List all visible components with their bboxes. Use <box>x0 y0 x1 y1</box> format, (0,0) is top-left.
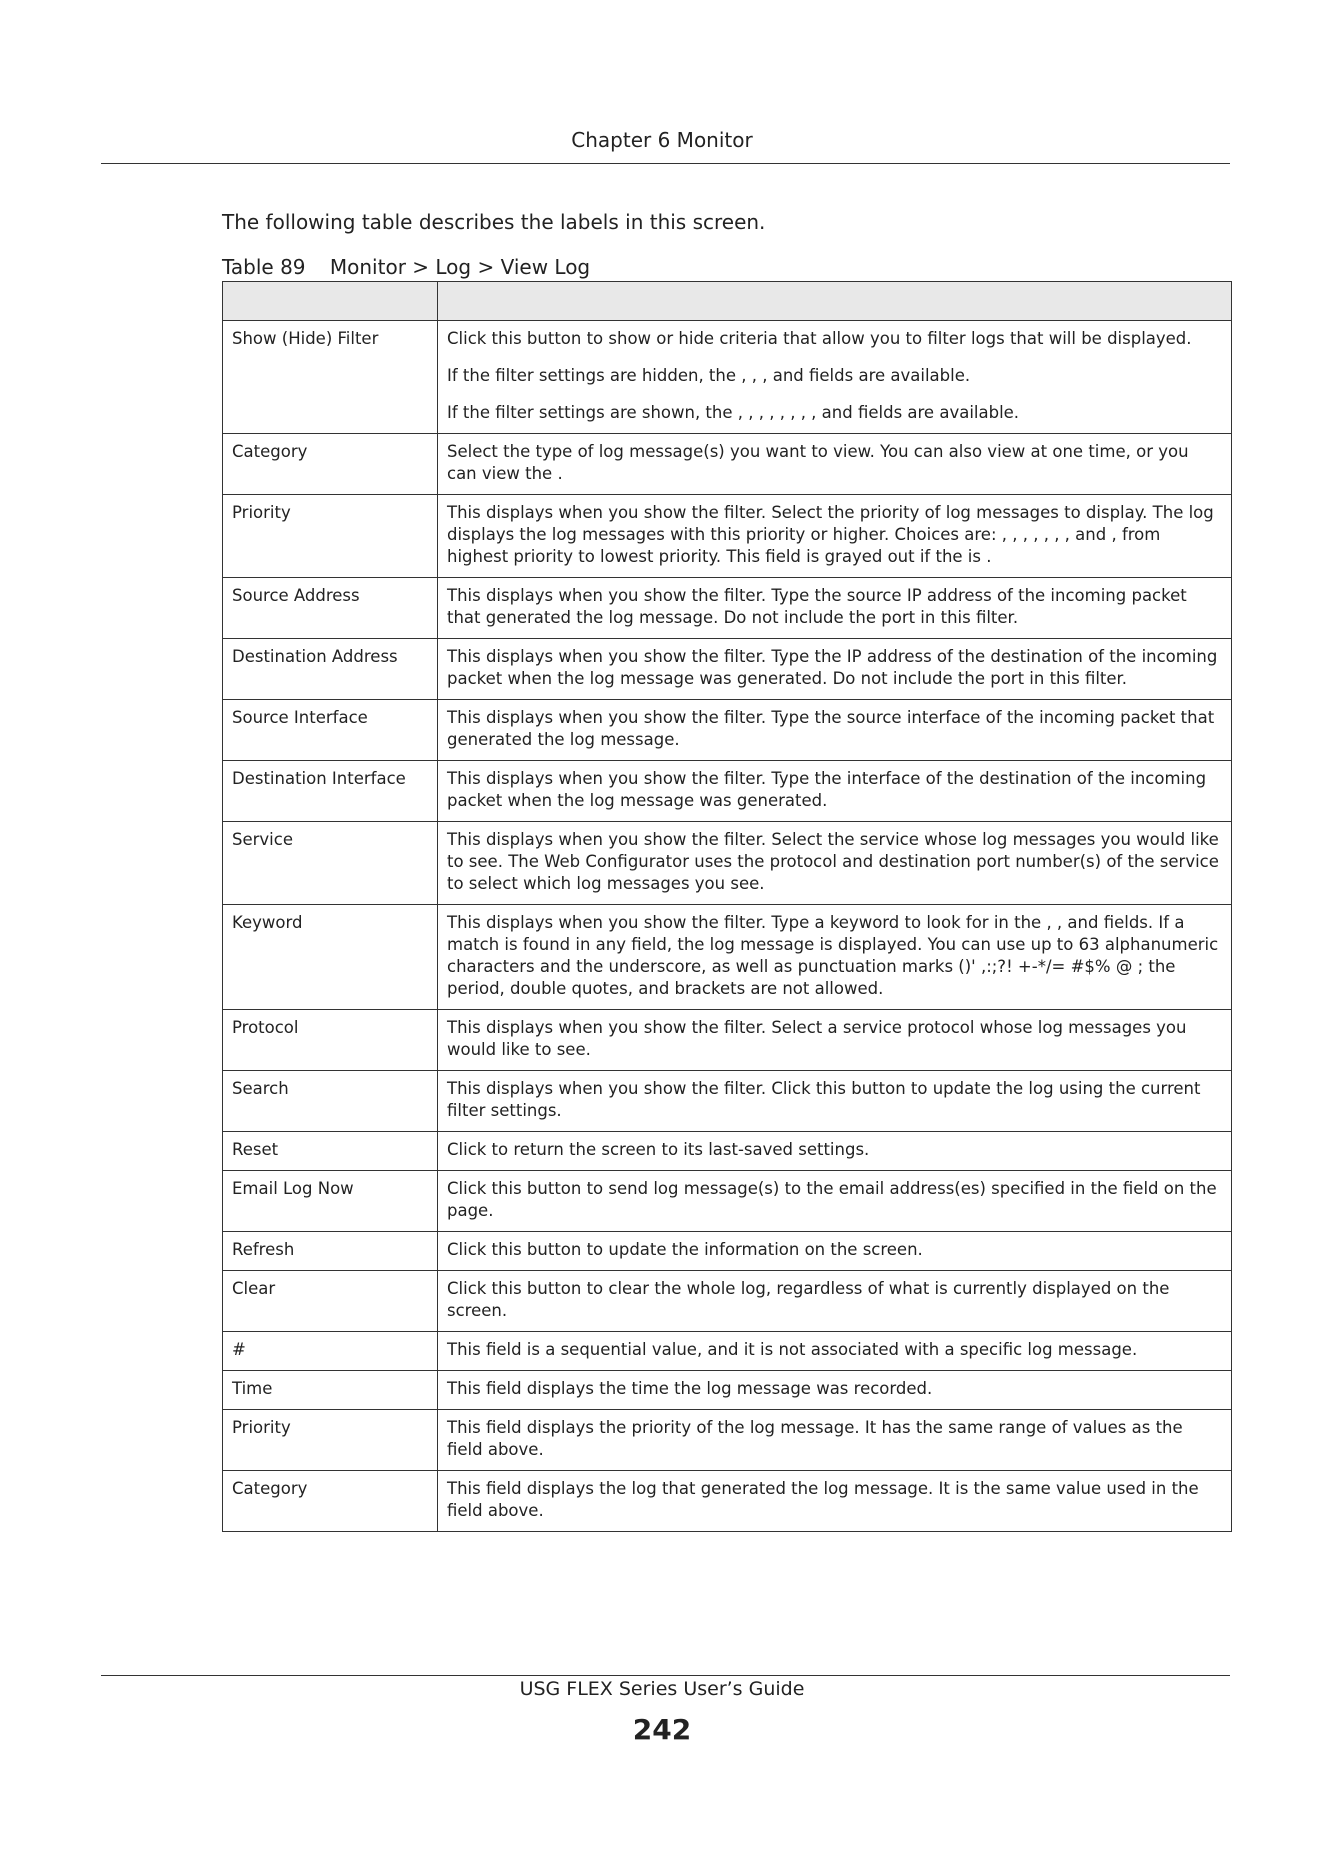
row-label: Category <box>223 1471 438 1532</box>
description-paragraph: Click this button to update the information on the screen. <box>447 1240 923 1259</box>
row-description <box>438 1171 1232 1232</box>
table-header-row <box>223 282 1232 321</box>
description-paragraph: This displays when you show the filter. Select a service protocol whose log messages you would like to see. <box>447 1018 1187 1059</box>
description-paragraph: This field displays the priority of the log message. It has the same range of values as the field above. <box>447 1418 1183 1459</box>
row-description <box>438 1232 1232 1271</box>
table-row <box>223 495 1232 578</box>
row-description <box>438 321 1232 434</box>
description-paragraph: Click this button to send log message(s) to the email address(es) specified in the field on the page. <box>447 1179 1217 1220</box>
description-paragraph: If the filter settings are shown, the , , , , , , , , and fields are available. <box>447 403 1020 422</box>
description-paragraph: Click to return the screen to its last-saved settings. <box>447 1140 870 1159</box>
row-description <box>438 1471 1232 1532</box>
description-paragraph: If the filter settings are hidden, the , , , and fields are available. <box>447 366 971 385</box>
guide-title: USG FLEX Series User’s Guide <box>519 1678 805 1700</box>
table-body <box>223 321 1232 1532</box>
row-label: Clear <box>223 1271 438 1332</box>
description-paragraph: Select the type of log message(s) you want to view. You can also view at one time, or you can view the . <box>447 442 1189 483</box>
row-description <box>438 639 1232 700</box>
table-row <box>223 1132 1232 1171</box>
row-description <box>438 905 1232 1010</box>
description-paragraph: This field displays the time the log message was recorded. <box>447 1379 933 1398</box>
row-label: Category <box>223 434 438 495</box>
row-label: Search <box>223 1071 438 1132</box>
table-row <box>223 321 1232 434</box>
table-row <box>223 434 1232 495</box>
row-label: Destination Interface <box>223 761 438 822</box>
row-label: Reset <box>223 1132 438 1171</box>
table-row <box>223 905 1232 1010</box>
row-label: Time <box>223 1371 438 1410</box>
row-description <box>438 1371 1232 1410</box>
description-paragraph: This displays when you show the filter. Select the service whose log messages you would like to see. The Web Configurator uses the protocol and destination port number(s) of the service to select which log messages you see. <box>447 830 1219 893</box>
row-description <box>438 700 1232 761</box>
header-divider <box>101 163 1230 164</box>
column-header-description <box>438 282 1232 321</box>
table-title: Monitor > Log > View Log <box>329 255 591 279</box>
row-description <box>438 822 1232 905</box>
description-paragraph: This displays when you show the filter. Type the source IP address of the incoming packet that generated the log message. Do not include the port in this filter. <box>447 586 1187 627</box>
table-row <box>223 1010 1232 1071</box>
description-paragraph: This displays when you show the filter. Select the priority of log messages to display. The log displays the log messages with this priority or higher. Choices are: , , , , , , , and , from highest priority to lowest priority. This field is grayed out if the is . <box>447 503 1214 566</box>
row-label: Source Address <box>223 578 438 639</box>
row-label: Destination Address <box>223 639 438 700</box>
table-row <box>223 639 1232 700</box>
row-label: # <box>223 1332 438 1371</box>
row-label: Keyword <box>223 905 438 1010</box>
table-row <box>223 700 1232 761</box>
row-label: Source Interface <box>223 700 438 761</box>
table-row <box>223 1471 1232 1532</box>
row-label: Protocol <box>223 1010 438 1071</box>
row-description <box>438 578 1232 639</box>
table-row <box>223 1071 1232 1132</box>
description-paragraph: This displays when you show the filter. Type the IP address of the destination of the incoming packet when the log message was generated. Do not include the port in this filter. <box>447 647 1218 688</box>
description-paragraph: This displays when you show the filter. Type the interface of the destination of the incoming packet when the log message was generated. <box>447 769 1207 810</box>
description-paragraph: This displays when you show the filter. Type the source interface of the incoming packet that generated the log message. <box>447 708 1215 749</box>
description-paragraph: Click this button to show or hide criteria that allow you to filter logs that will be displayed. <box>447 329 1192 348</box>
footer-divider <box>101 1675 1230 1676</box>
table-row <box>223 822 1232 905</box>
row-description <box>438 1071 1232 1132</box>
column-header-label <box>223 282 438 321</box>
description-paragraph: This displays when you show the filter. Type a keyword to look for in the , , and fields. If a match is found in any field, the log message is displayed. You can use up to 63 alphanumeric characters and the underscore, as well as punctuation marks ()' ,:;?! +-*/= #$% @ ; the period, double quotes, and brackets are not allowed. <box>447 913 1219 998</box>
chapter-header: Chapter 6 Monitor <box>571 128 753 152</box>
description-paragraph: This field is a sequential value, and it is not associated with a specific log message. <box>447 1340 1138 1359</box>
table-row <box>223 1332 1232 1371</box>
labels-table <box>222 281 1232 1532</box>
row-description <box>438 1332 1232 1371</box>
page-number: 242 <box>632 1713 692 1746</box>
table-row <box>223 1271 1232 1332</box>
row-description <box>438 1271 1232 1332</box>
row-label: Email Log Now <box>223 1171 438 1232</box>
table-row <box>223 1371 1232 1410</box>
row-description <box>438 495 1232 578</box>
table-row <box>223 1232 1232 1271</box>
description-paragraph: This displays when you show the filter. Click this button to update the log using the current filter settings. <box>447 1079 1201 1120</box>
table-row <box>223 1410 1232 1471</box>
row-label: Refresh <box>223 1232 438 1271</box>
table-number: Table 89 <box>222 255 306 279</box>
row-description <box>438 761 1232 822</box>
row-description <box>438 434 1232 495</box>
table-row <box>223 1171 1232 1232</box>
row-description <box>438 1410 1232 1471</box>
row-label: Service <box>223 822 438 905</box>
row-description <box>438 1132 1232 1171</box>
description-paragraph: This field displays the log that generated the log message. It is the same value used in the field above. <box>447 1479 1199 1520</box>
table-caption <box>222 255 590 279</box>
row-label: Priority <box>223 495 438 578</box>
row-description <box>438 1010 1232 1071</box>
row-label: Show (Hide) Filter <box>223 321 438 434</box>
table-row <box>223 578 1232 639</box>
description-paragraph: Click this button to clear the whole log, regardless of what is currently displayed on the screen. <box>447 1279 1170 1320</box>
row-label: Priority <box>223 1410 438 1471</box>
table-row <box>223 761 1232 822</box>
intro-text: The following table describes the labels in this screen. <box>222 210 766 234</box>
